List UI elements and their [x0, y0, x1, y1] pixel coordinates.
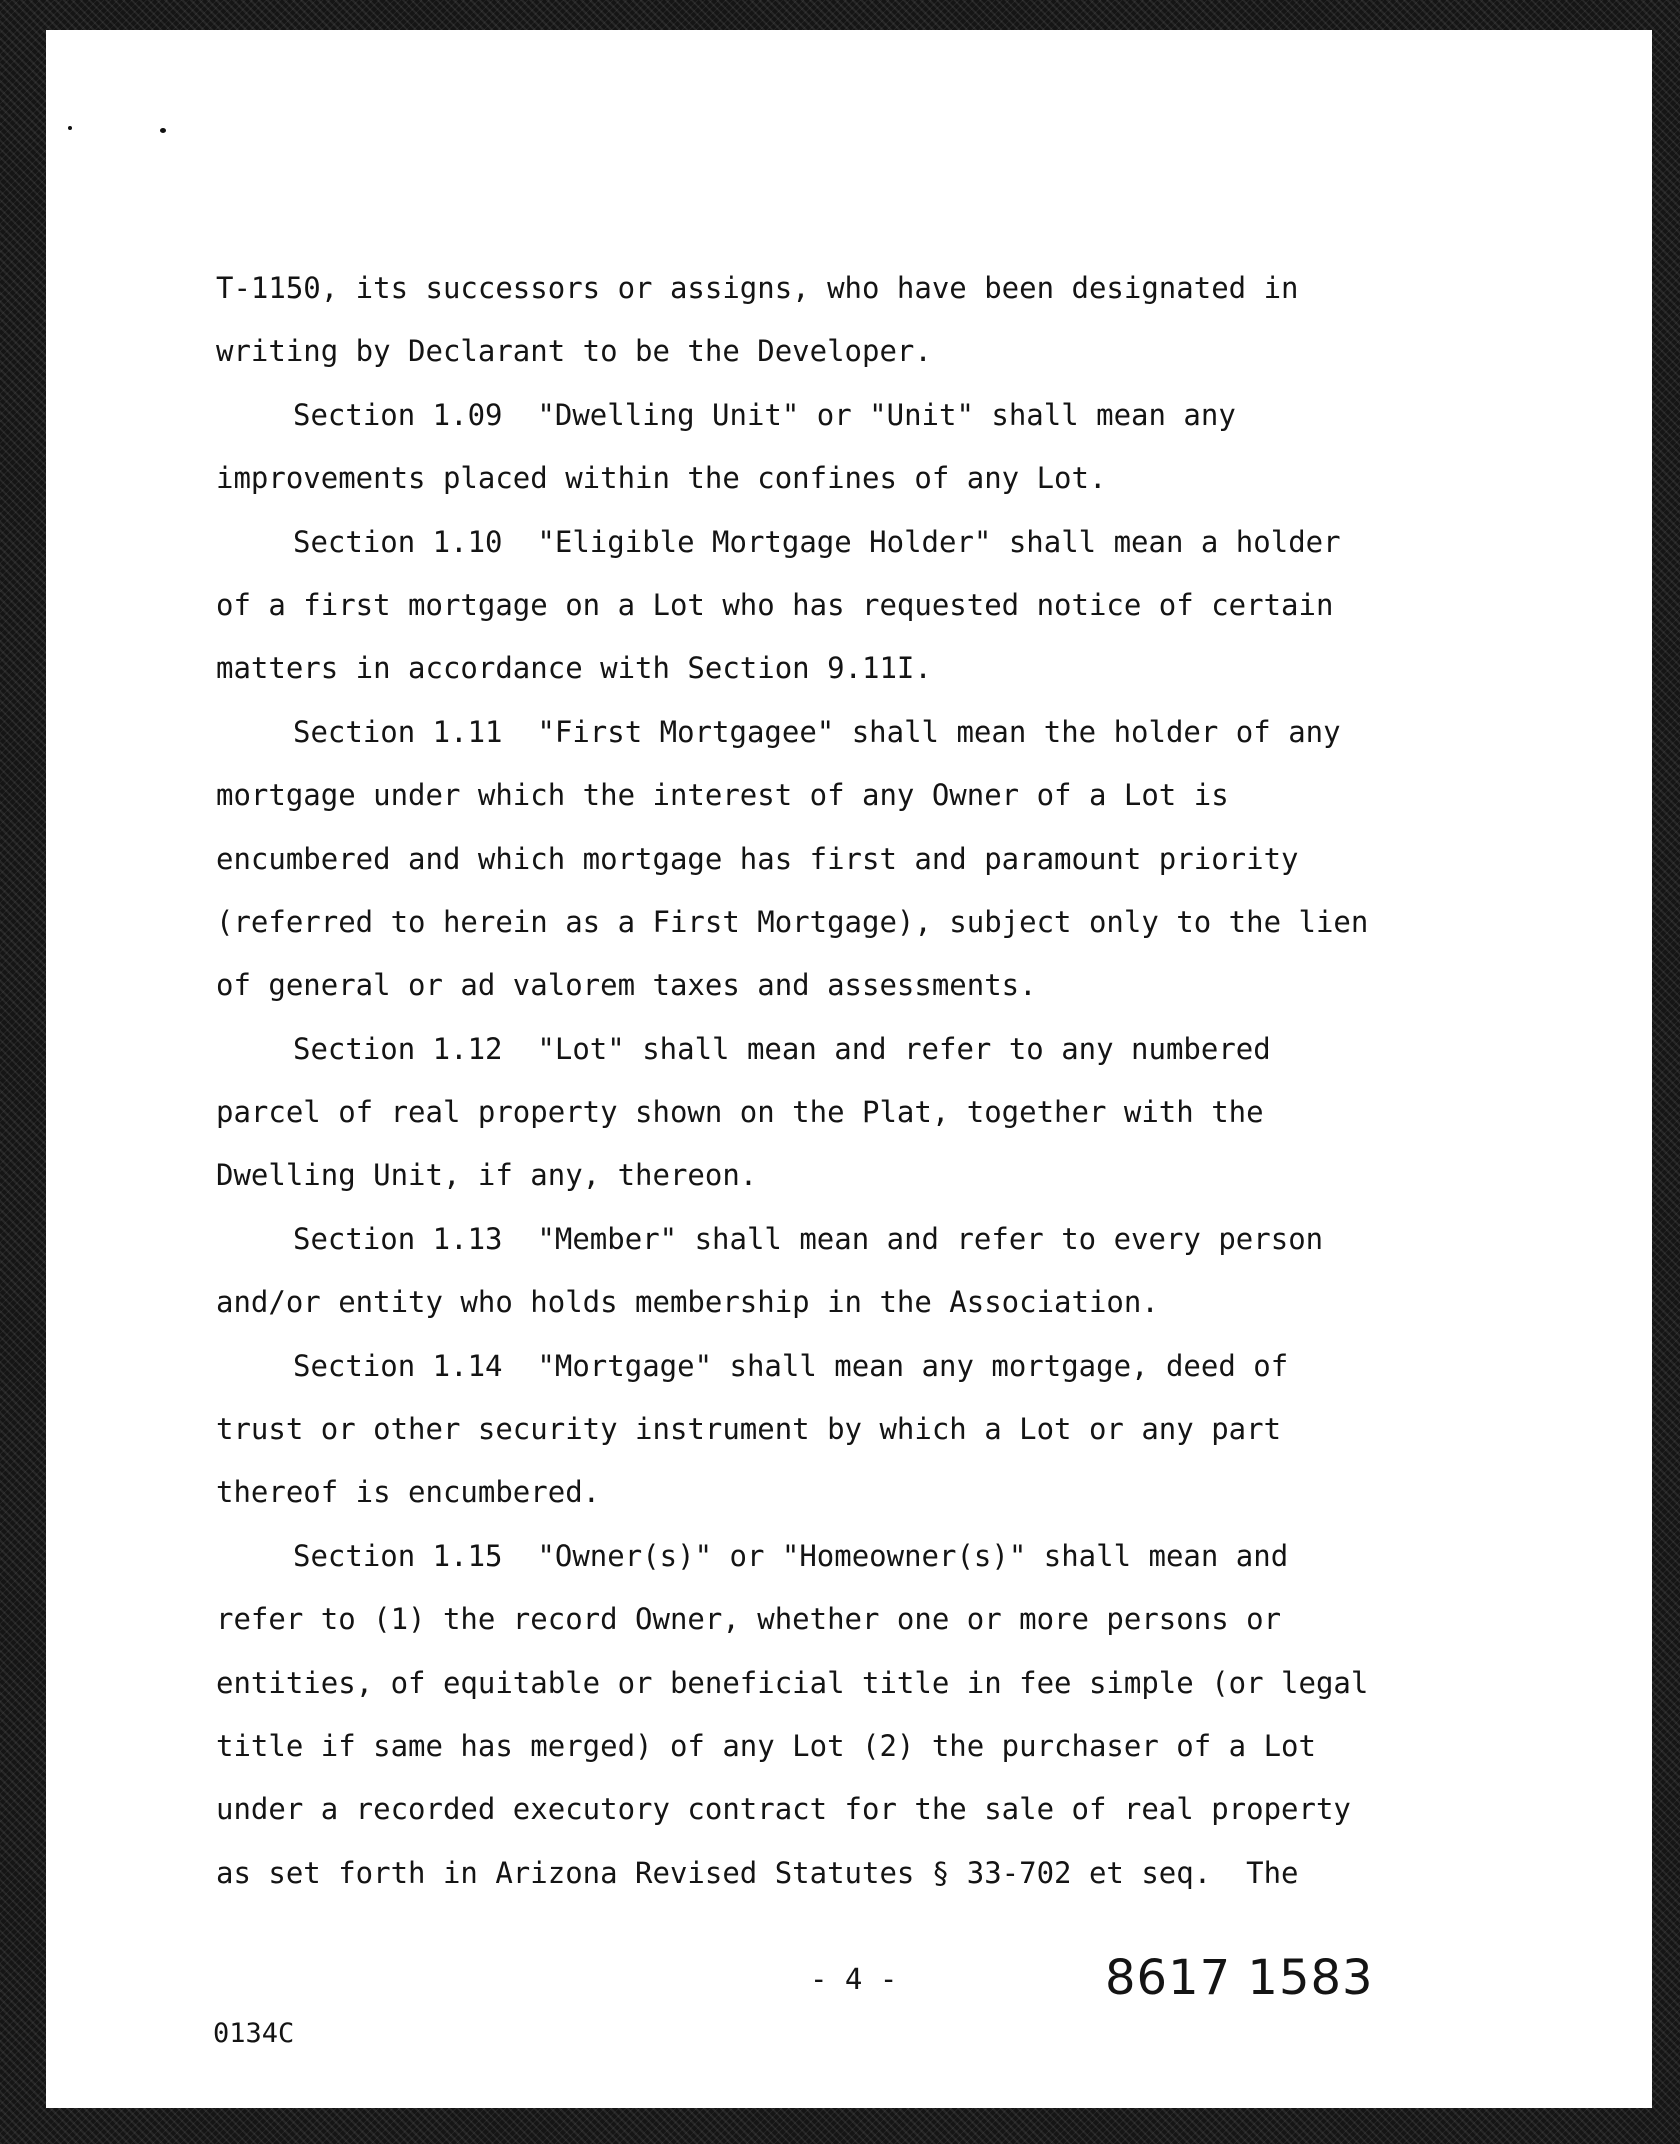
body-line: mortgage under which the interest of any Owner of a Lot is	[216, 778, 1229, 813]
body-line: T-1150, its successors or assigns, who have been designated in	[216, 271, 1299, 305]
body-line: and/or entity who holds membership in the Association.	[216, 1285, 1159, 1320]
body-line: under a recorded executory contract for the sale of real property	[216, 1792, 1351, 1827]
body-line: parcel of real property shown on the Plat, together with the	[216, 1095, 1264, 1130]
body-line: of a first mortgage on a Lot who has requested notice of certain	[216, 587, 1334, 622]
body-line: improvements placed within the confines of any Lot.	[216, 461, 1107, 496]
section-heading-line: Section 1.10 "Eligible Mortgage Holder" shall mean a holder	[293, 524, 1341, 559]
section-heading-line: Section 1.09 "Dwelling Unit" or "Unit" shall mean any	[293, 397, 1236, 432]
document-body	[216, 257, 1516, 1905]
section-heading-line: Section 1.13 "Member" shall mean and refer to every person	[293, 1221, 1324, 1256]
document-code: 0134C	[213, 2018, 295, 2049]
body-line: title if same has merged) of any Lot (2) the purchaser of a Lot	[216, 1728, 1316, 1763]
scan-speck	[68, 126, 72, 130]
section-heading-line: Section 1.15 "Owner(s)" or "Homeowner(s)" shall mean and	[293, 1538, 1289, 1573]
section-heading-line: Section 1.12 "Lot" shall mean and refer to any numbered	[293, 1031, 1271, 1066]
section-heading-line: Section 1.11 "First Mortgagee" shall mean the holder of any	[293, 714, 1341, 749]
page-number: - 4 -	[810, 1962, 898, 1996]
body-line: refer to (1) the record Owner, whether one or more persons or	[216, 1602, 1282, 1637]
body-line: matters in accordance with Section 9.11I.	[216, 651, 932, 686]
body-line: of general or ad valorem taxes and assessments.	[216, 968, 1037, 1003]
body-line: thereof is encumbered.	[216, 1475, 601, 1510]
body-line: Dwelling Unit, if any, thereon.	[216, 1158, 758, 1193]
body-line: trust or other security instrument by which a Lot or any part	[216, 1412, 1282, 1447]
document-stamp-number: 8617 1583	[1105, 1950, 1374, 2006]
body-line: entities, of equitable or beneficial title in fee simple (or legal	[216, 1665, 1369, 1700]
scan-speck	[160, 128, 166, 133]
body-line: encumbered and which mortgage has first and paramount priority	[216, 841, 1299, 876]
body-line: as set forth in Arizona Revised Statutes § 33-702 et seq. The	[216, 1855, 1299, 1890]
body-line: (referred to herein as a First Mortgage), subject only to the lien	[216, 904, 1369, 939]
body-line: writing by Declarant to be the Developer.	[216, 334, 932, 369]
section-heading-line: Section 1.14 "Mortgage" shall mean any mortgage, deed of	[293, 1348, 1289, 1383]
